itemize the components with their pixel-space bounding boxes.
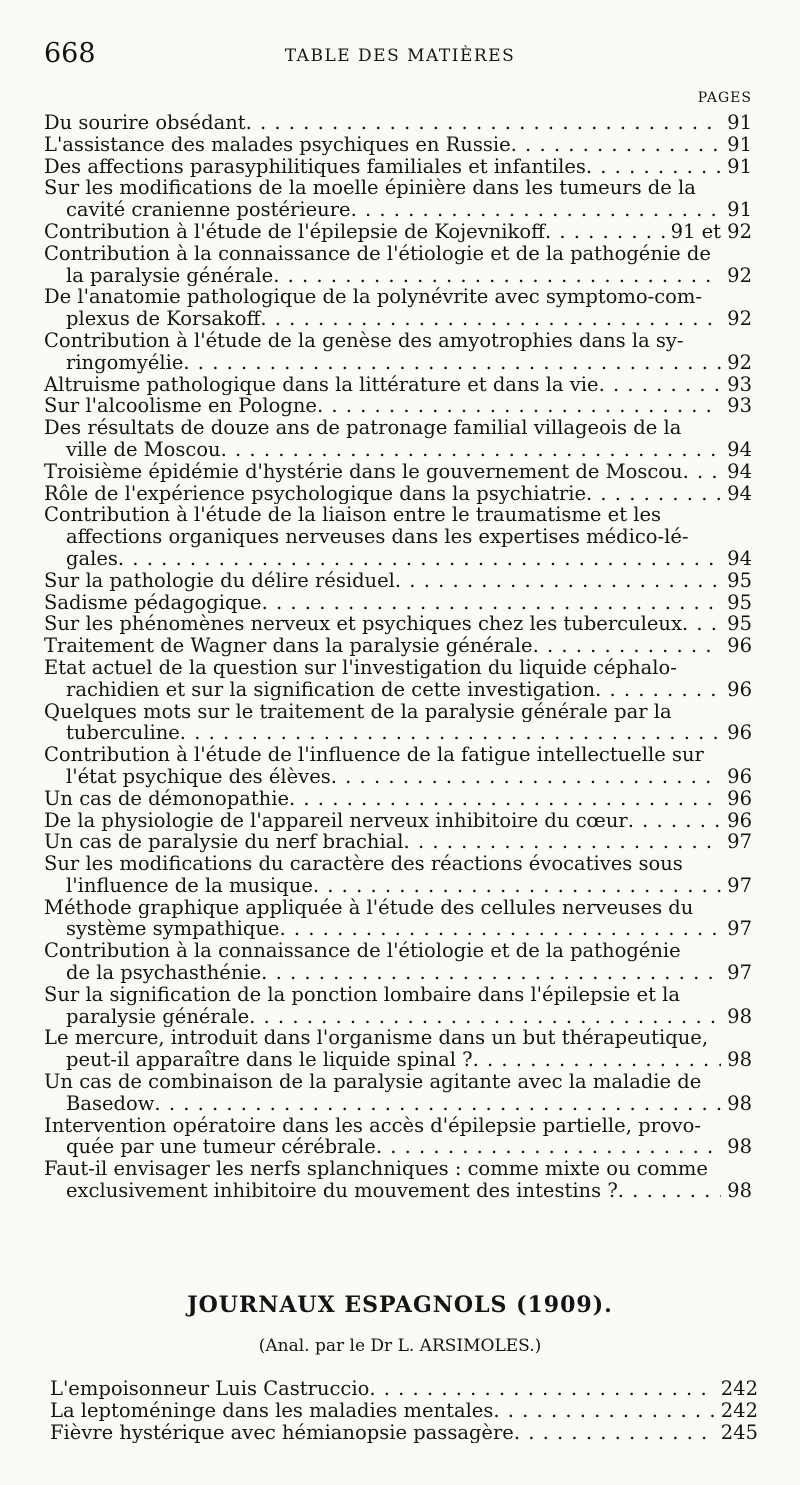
toc-entry [44,657,752,701]
dot-leader [260,308,721,330]
toc-entry [44,417,752,461]
toc-entry-text: exclusivement inhibitoire du mouvement des intestins ? [66,1180,618,1202]
toc-entry-text: cavité cranienne postérieure [66,199,351,221]
dot-leader [514,1422,715,1444]
dot-leader [351,199,722,221]
toc-entry-text: tuberculine [66,722,180,745]
toc-entry-text: quée par une tumeur cérébrale [66,1136,376,1159]
toc-entry-text: l'influence de la musique [66,874,313,897]
toc-entry [44,788,752,810]
toc-entry-page: 94 [727,547,752,570]
page-number: 668 [44,38,96,69]
toc-entry-page: 96 [727,722,752,745]
dot-leader [273,265,721,287]
toc-entry [44,592,752,614]
page-header [44,38,756,78]
toc-entry-page: 242 [720,1399,758,1422]
toc-entry-text: L'assistance des malades psychiques en Russie [44,133,511,156]
toc-entry-text: Contribution à l'étude de la genèse des amyotrophies dans la sy- [44,329,684,352]
toc-entry-page: 98 [727,1136,752,1159]
toc-entry [44,1158,752,1202]
toc-entry-text: Intervention opératoire dans les accès d'épilepsie partielle, provo- [44,1114,701,1137]
toc-entry-text: Fièvre hystérique avec hémianopsie passagère [50,1421,514,1444]
toc-entry-text: Altruisme pathologique dans la littérature et dans la vie [44,373,599,396]
dot-leader [279,918,721,940]
toc-entry [44,1027,752,1071]
dot-leader [246,112,722,134]
toc-entry-text: plexus de Korsakoff [66,308,261,330]
toc-entry-text: Sur l'alcoolisme en Pologne [44,395,317,418]
dot-leader [595,679,721,701]
toc-entry-text: la paralysie générale [66,264,274,287]
dot-leader [183,352,721,374]
toc-entry-page: 97 [727,874,752,897]
dot-leader [395,570,721,592]
toc-entry [44,635,752,657]
toc-entry-text: l'état psychique des élèves [66,765,331,788]
toc-entry [44,984,752,1028]
toc-entry-text: Rôle de l'expérience psychologique dans la psychiatrie [44,482,587,505]
toc-entry-page: 242 [720,1378,758,1400]
toc-entry-text: Sur les modifications du caractère des réactions évocatives sous [44,853,683,875]
toc-entry-page: 96 [727,635,752,657]
toc-entry [44,1071,752,1115]
dot-leader [249,1006,721,1028]
toc-entry [44,570,752,592]
toc-entry-text: Sadisme pédagogique [44,591,262,614]
toc-entry-text: Sur la pathologie du délire résiduel [44,569,395,592]
toc-entry-text: Traitement de Wagner dans la paralysie générale [44,635,533,657]
toc-entry-text: Sur les modifications de la moelle épinière dans les tumeurs de la [44,177,696,200]
toc-entry-page: 92 [727,308,752,330]
toc-entry-text: ringomyélie [66,351,184,374]
toc-entry [44,374,752,396]
toc-entry-text: Méthode graphique appliquée à l'étude des cellules nerveuses du [44,896,694,919]
toc-entry-text: Des résultats de douze ans de patronage familial villageois de la [44,417,682,439]
toc-entry-text: système sympathique [66,918,280,941]
dot-leader [683,461,722,483]
toc-entry-page: 245 [720,1421,758,1444]
dot-leader [289,788,721,810]
toc-entry-page: 96 [727,678,752,701]
toc-entry-text: Etat actuel de la question sur l'investigation du liquide céphalo- [44,656,677,679]
dot-leader [493,1400,714,1422]
toc-entry [44,134,752,156]
dot-leader [262,592,722,614]
toc-entry-text: Quelques mots sur le traitement de la paralysie générale par la [44,700,672,723]
toc-entry-page: 96 [727,787,752,810]
dot-leader [404,831,722,853]
toc-entry [50,1378,758,1400]
toc-entry-text: Un cas de combinaison de la paralysie agitante avec la maladie de [44,1071,702,1093]
toc-entry-text: gales [66,547,118,570]
toc-entry-text: Faut-il envisager les nerfs splanchniques : comme mixte ou comme [44,1158,708,1181]
toc-entry-text: Sur la signification de la ponction lombaire dans l'épilepsie et la [44,983,680,1006]
toc-entry-text: Contribution à l'étude de l'influence de la fatigue intellectuelle sur [44,744,704,766]
dot-leader [331,766,721,788]
dot-leader [586,483,721,505]
toc-entry-text: peut-il apparaître dans le liquide spinal ? [66,1049,473,1072]
toc-entry-page: 91 [727,133,752,156]
toc-list-spanish [50,1378,758,1443]
toc-entry-text: De l'anatomie pathologique de la polynévrite avec symptomo-com- [44,286,702,309]
toc-entry [44,483,752,505]
toc-entry-text: L'empoisonneur Luis Castruccio [50,1378,370,1400]
toc-entry [44,831,752,853]
toc-entry-page: 98 [727,1049,752,1072]
dot-leader [313,875,721,897]
running-title: TABLE DES MATIÈRES [284,46,516,66]
dot-leader [586,156,721,178]
dot-leader [369,1378,714,1400]
toc-entry [44,112,752,134]
toc-entry [50,1400,758,1422]
section-subtitle: (Anal. par le Dr L. ARSIMOLES.) [258,1336,542,1356]
toc-entry-page: 92 [727,264,752,287]
toc-entry [44,504,752,569]
toc-entry-page: 95 [727,569,752,592]
dot-leader [261,962,721,984]
dot-leader [118,548,721,570]
toc-entry [44,701,752,745]
toc-entry-text: ville de Moscou [66,438,221,461]
toc-entry-page: 94 [727,460,752,483]
toc-entry [44,810,752,832]
toc-entry-page: 93 [727,373,752,396]
toc-entry [50,1422,758,1444]
dot-leader [221,439,722,461]
toc-entry-text: Un cas de démonopathie [44,787,289,810]
toc-entry-page: 98 [727,1092,752,1115]
toc-entry-text: Contribution à la connaissance de l'étiologie et de la pathogénie de [44,242,711,265]
toc-entry-page: 91 [727,199,752,221]
toc-entry [44,853,752,897]
toc-entry-page: 97 [727,831,752,854]
toc-entry-text: Des affections parasyphilitiques familiales et infantiles [44,155,586,178]
toc-entry-text: La leptoméninge dans les maladies mentales [50,1399,494,1422]
toc-entry [44,177,752,221]
toc-entry [44,221,752,243]
toc-entry-page: 93 [727,395,752,418]
toc-entry [44,156,752,178]
toc-entry-text: rachidien et sur la signification de cette investigation [66,678,596,701]
toc-entry [44,613,752,635]
toc-entry [44,940,752,984]
toc-entry [44,1115,752,1159]
toc-entry-page: 92 [727,351,752,374]
toc-entry-text: Le mercure, introduit dans l'organisme dans un but thérapeutique, [44,1027,709,1050]
dot-leader [599,374,722,396]
dot-leader [180,722,721,744]
toc-entry-page: 91 [727,155,752,178]
toc-entry-text: de la psychasthénie [66,962,262,984]
dot-leader [317,395,721,417]
toc-entry [44,897,752,941]
toc-entry-text: Basedow [66,1092,155,1115]
toc-entry-text: paralysie générale [66,1005,250,1028]
toc-entry [44,330,752,374]
toc-entry-page: 95 [727,591,752,614]
toc-entry-page: 91 et 92 [670,220,752,243]
dot-leader [533,635,722,657]
toc-entry-page: 97 [727,962,752,984]
dot-leader [682,613,721,635]
toc-entry-text: Contribution à la connaissance de l'étiologie et de la pathogénie [44,940,681,963]
toc-entry-page: 96 [727,765,752,788]
toc-entry-text: Du sourire obsédant [44,112,246,134]
dot-leader [511,134,722,156]
toc-entry-text: Sur les phénomènes nerveux et psychiques chez les tuberculeux [44,613,682,636]
toc-entry-text: Troisième épidémie d'hystérie dans le gouvernement de Moscou [44,460,683,483]
toc-entry-text: affections organiques nerveuses dans les expertises médico-lé- [66,526,689,548]
toc-list [44,112,752,1202]
toc-entry-page: 94 [727,482,752,505]
dot-leader [154,1093,721,1115]
dot-leader [628,810,721,832]
toc-entry-page: 94 [727,438,752,461]
toc-entry-page: 95 [727,613,752,636]
dot-leader [473,1049,722,1071]
toc-entry-text: De la physiologie de l'appareil nerveux inhibitoire du cœur [44,809,628,832]
dot-leader [618,1180,721,1202]
toc-entry-page: 91 [727,112,752,134]
toc-entry [44,286,752,330]
dot-leader [545,221,665,243]
toc-entry [44,395,752,417]
toc-entry [44,744,752,788]
toc-entry-text: Un cas de paralysie du nerf brachial [44,831,404,854]
toc-entry [44,461,752,483]
toc-entry-page: 96 [727,809,752,832]
section-title: JOURNAUX ESPAGNOLS (1909). [187,1292,613,1318]
pages-column-label: PAGES [697,90,752,106]
toc-entry-text: Contribution à l'étude de l'épilepsie de Kojevnikoff [44,220,545,243]
dot-leader [376,1136,721,1158]
toc-entry-page: 97 [727,918,752,941]
toc-entry [44,243,752,287]
toc-entry-text: Contribution à l'étude de la liaison entre le traumatisme et les [44,504,662,527]
toc-entry-page: 98 [727,1005,752,1028]
toc-entry-page: 98 [727,1180,752,1202]
